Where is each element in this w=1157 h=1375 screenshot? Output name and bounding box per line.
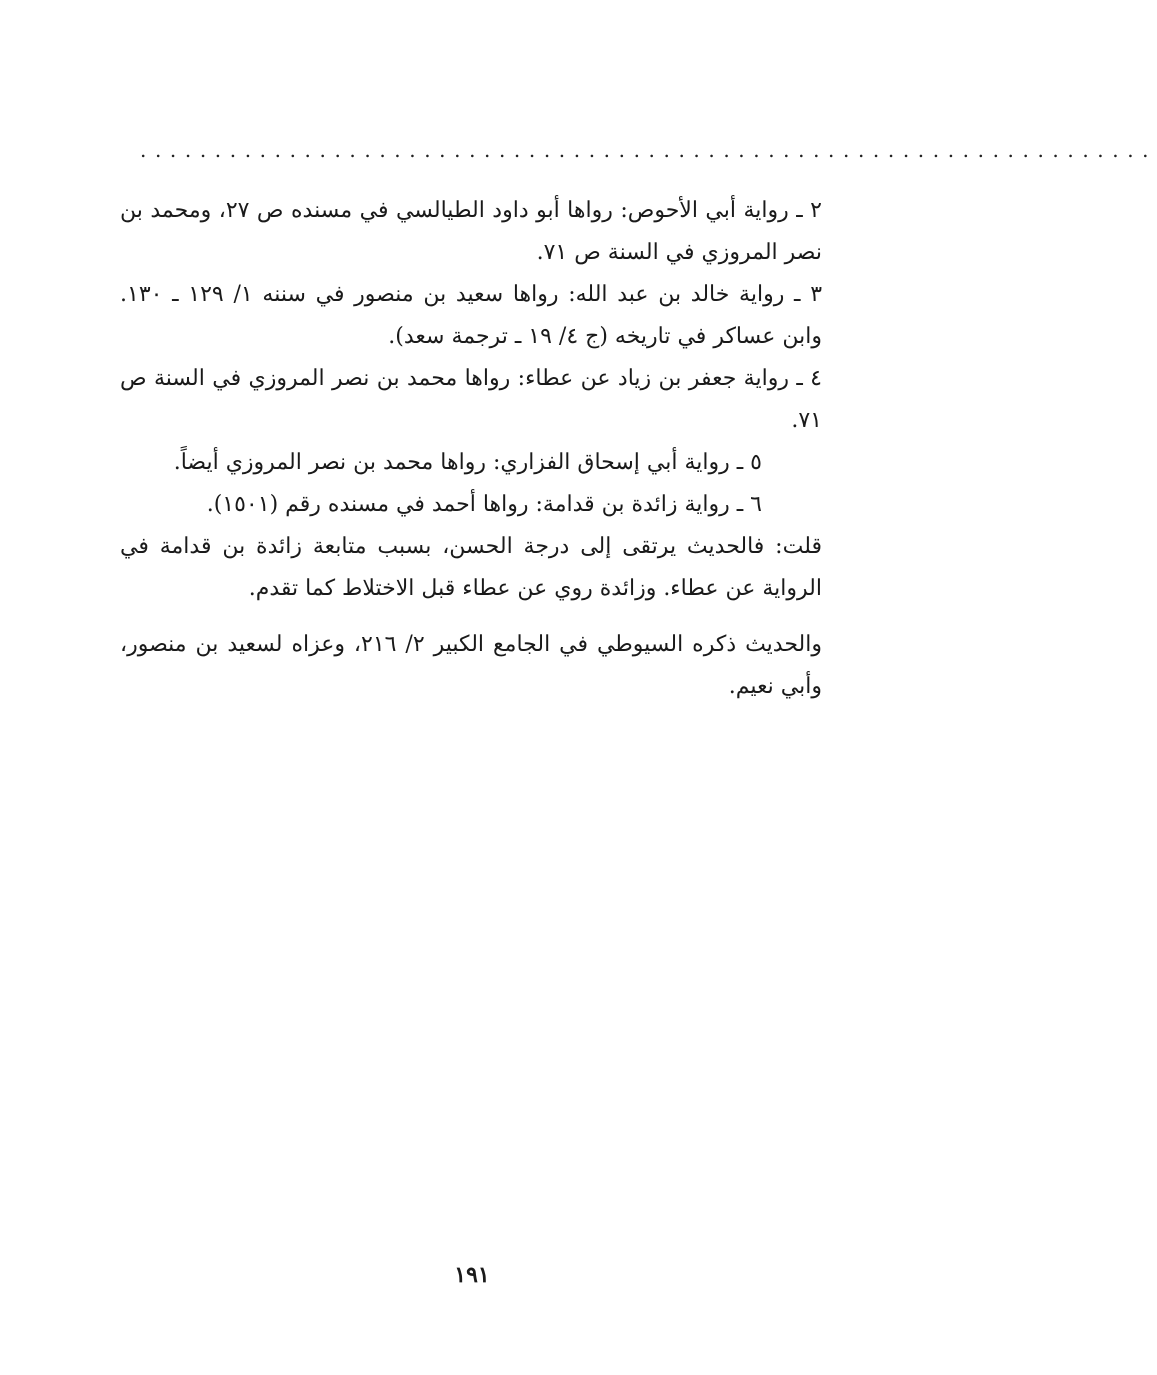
paragraph-narration-abu-al-ahwas: ٢ ـ رواية أبي الأحوص: رواها أبو داود الطيالسي في مسنده ص ٢٧، ومحمد بن نصر المروزي في السنة ص ٧١. [120,198,822,265]
paragraph-author-comment: قلت: فالحديث يرتقى إلى درجة الحسن، بسبب متابعة زائدة بن قدامة في الرواية عن عطاء. وزائدة روي عن عطاء قبل الاختلاط كما تقدم. [120,534,822,601]
paragraph-suyuti-reference: والحديث ذكره السيوطي في الجامع الكبير ٢/ ٢١٦، وعزاه لسعيد بن منصور، وأبي نعيم. [120,632,822,699]
dotted-separator: .................................................................... [140,138,1157,162]
page-number: ١٩١ [454,1262,490,1288]
paragraph-narration-jafar: ٤ ـ رواية جعفر بن زياد عن عطاء: رواها محمد بن نصر المروزي في السنة ص ٧١. [120,366,822,433]
paragraph-narration-al-fazari: ٥ ـ رواية أبي إسحاق الفزاري: رواها محمد بن نصر المروزي أيضاً. [173,450,762,475]
paragraph-narration-khalid: ٣ ـ رواية خالد بن عبد الله: رواها سعيد بن منصور في سننه ١/ ١٢٩ ـ ١٣٠. وابن عساكر في تاريخه (ج ٤/ ١٩ ـ ترجمة سعد). [120,282,823,349]
paragraph-narration-zaida: ٦ ـ رواية زائدة بن قدامة: رواها أحمد في مسنده رقم (١٥٠١). [206,492,762,517]
footnote-text-block [120,190,822,708]
